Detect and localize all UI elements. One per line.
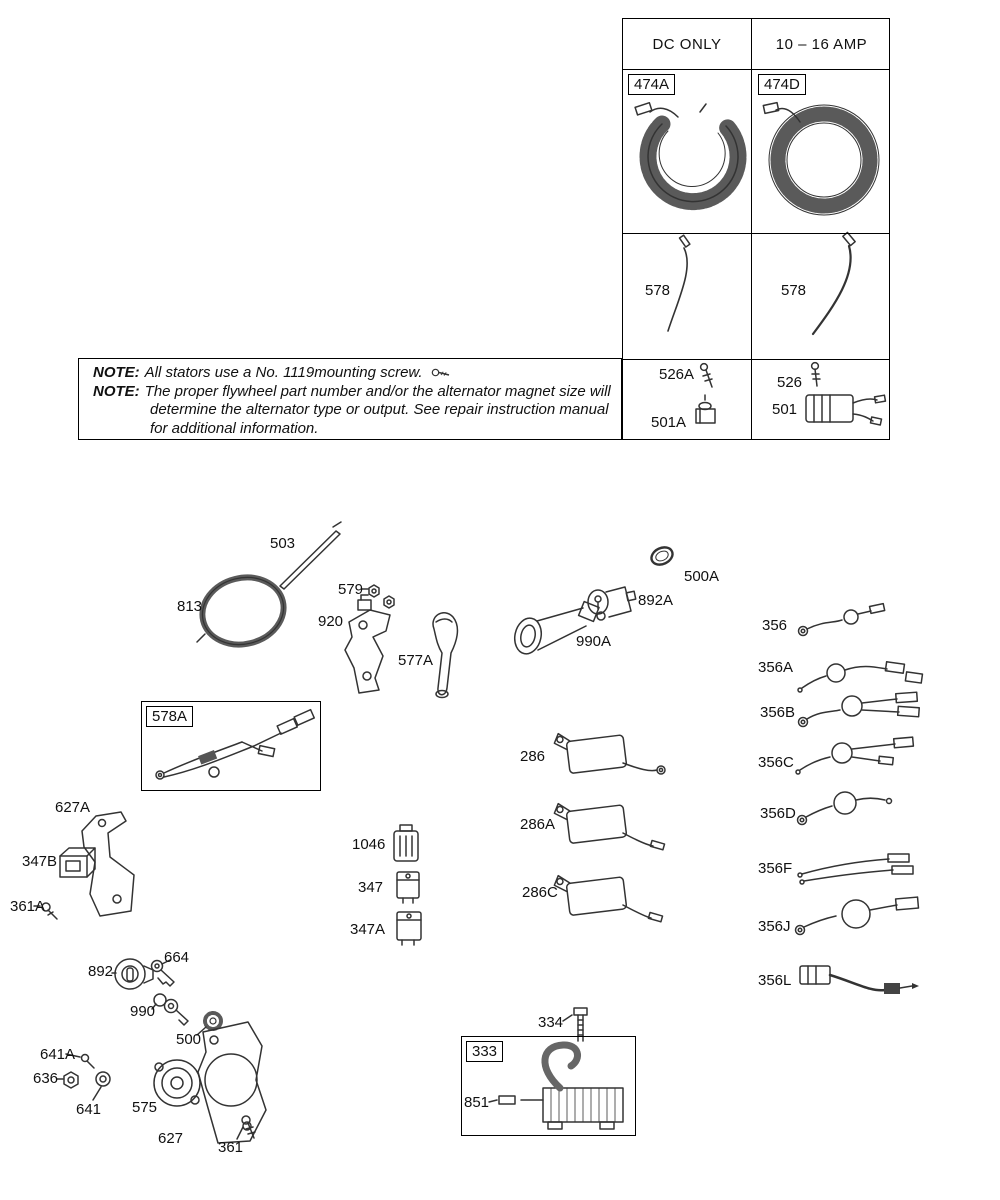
part-label-356c: 356C: [758, 754, 794, 771]
part-label-579: 579: [338, 581, 364, 598]
part-label-500a: 500A: [684, 568, 720, 585]
part-label-347: 347: [358, 879, 384, 896]
table-divider-row1: [623, 233, 889, 234]
strip-503-illustration: [280, 522, 341, 589]
wire-356c-illustration: [796, 737, 913, 774]
part-label-526a: 526A: [659, 366, 695, 383]
switch-892-illustration: [112, 959, 153, 989]
ring-500a-illustration: [649, 544, 676, 568]
note-2-text-3: for additional information.: [150, 419, 319, 437]
nuts-579-illustration: [362, 585, 394, 608]
part-label-575: 575: [132, 1099, 158, 1116]
part-label-356a: 356A: [758, 659, 794, 676]
part-label-503: 503: [270, 535, 296, 552]
part-label-286: 286: [520, 748, 546, 765]
part-label-578-left: 578: [645, 282, 671, 299]
part-label-627: 627: [158, 1130, 184, 1147]
wire-356f-illustration: [798, 854, 913, 884]
part-label-356j: 356J: [758, 918, 791, 935]
harness-356l-illustration: [800, 966, 919, 994]
component-347a-illustration: [397, 912, 421, 945]
part-label-1046: 1046: [352, 836, 386, 853]
component-1046-illustration: [394, 825, 418, 861]
part-label-361: 361: [218, 1139, 244, 1156]
note-2-label: NOTE:: [93, 382, 140, 400]
part-label-356f: 356F: [758, 860, 793, 877]
part-label-347a: 347A: [350, 921, 386, 938]
bracket-627a-illustration: [82, 812, 134, 916]
wire-356d-illustration: [798, 792, 892, 825]
part-label-500: 500: [176, 1031, 202, 1048]
table-divider-row2: [623, 359, 889, 360]
part-label-641: 641: [76, 1101, 102, 1118]
part-label-892: 892: [88, 963, 114, 980]
module-286-illustration: [553, 726, 665, 775]
part-label-577a: 577A: [398, 652, 434, 669]
switch-892a-illustration: [588, 587, 636, 617]
part-label-356b: 356B: [760, 704, 796, 721]
switch-347b-illustration: [60, 848, 95, 877]
part-label-474d: 474D: [758, 74, 806, 95]
part-label-361a: 361A: [10, 898, 46, 915]
part-label-501a: 501A: [651, 414, 687, 431]
wire-356j-illustration: [796, 897, 919, 934]
part-label-501: 501: [772, 401, 798, 418]
part-label-334: 334: [538, 1014, 564, 1031]
part-label-356: 356: [762, 617, 788, 634]
bracket-627-illustration: [198, 1022, 266, 1143]
part-label-356d: 356D: [760, 805, 796, 822]
wire-356-illustration: [799, 604, 885, 636]
module-286c-illustration: [553, 868, 662, 922]
note-2-line-1: [93, 383, 613, 402]
screw-361-illustration: [237, 1116, 255, 1139]
boot-577a-illustration: [433, 613, 457, 698]
wire-356a-illustration: [798, 662, 922, 692]
wire-356b-illustration: [799, 692, 920, 726]
part-label-892a: 892A: [638, 592, 674, 609]
band-813-illustration: [195, 569, 291, 653]
part-label-578a: 578A: [146, 706, 193, 727]
part-label-813: 813: [177, 598, 203, 615]
key-990-illustration: [152, 994, 188, 1025]
part-label-356l: 356L: [758, 972, 792, 989]
note-1: [93, 364, 613, 383]
table-divider-vertical: [751, 19, 752, 439]
module-286a-illustration: [553, 796, 664, 850]
note-1-text: All stators use a No. 1119mounting screw.: [144, 364, 423, 381]
table-divider-header: [623, 69, 889, 70]
column-header-dc-only: DC ONLY: [652, 35, 722, 53]
part-label-286c: 286C: [522, 884, 558, 901]
nut-636-illustration: [57, 1072, 78, 1088]
note-2-line-3: [93, 420, 613, 439]
notes-box: [78, 358, 622, 440]
bracket-920-illustration: [345, 595, 390, 693]
part-label-920: 920: [318, 613, 344, 630]
component-347-illustration: [397, 872, 419, 903]
part-label-627a: 627A: [55, 799, 91, 816]
part-label-990a: 990A: [576, 633, 612, 650]
part-label-286a: 286A: [520, 816, 556, 833]
part-label-664: 664: [164, 949, 190, 966]
part-label-636: 636: [33, 1070, 59, 1087]
screw-icon: [431, 367, 453, 379]
alternator-options-table: [622, 18, 890, 440]
part-label-333: 333: [466, 1041, 503, 1062]
part-label-578-right: 578: [781, 282, 807, 299]
note-2-text-1: The proper flywheel part number and/or the alternator magnet size will: [144, 382, 611, 400]
column-header-10-16-amp: 10 – 16 AMP: [775, 35, 868, 53]
part-label-474a: 474A: [628, 74, 675, 95]
assembly-575-illustration: [154, 1060, 200, 1106]
part-label-641a: 641A: [40, 1046, 76, 1063]
washer-641-illustration: [93, 1072, 110, 1100]
part-label-990: 990: [130, 1003, 156, 1020]
part-label-347b: 347B: [22, 853, 58, 870]
part-label-851: 851: [464, 1094, 490, 1111]
note-2-text-2: determine the alternator type or output. See repair instruction manual: [150, 401, 609, 418]
part-label-526: 526: [777, 374, 803, 391]
note-2-line-2: [93, 401, 613, 420]
note-1-label: NOTE:: [93, 364, 140, 381]
